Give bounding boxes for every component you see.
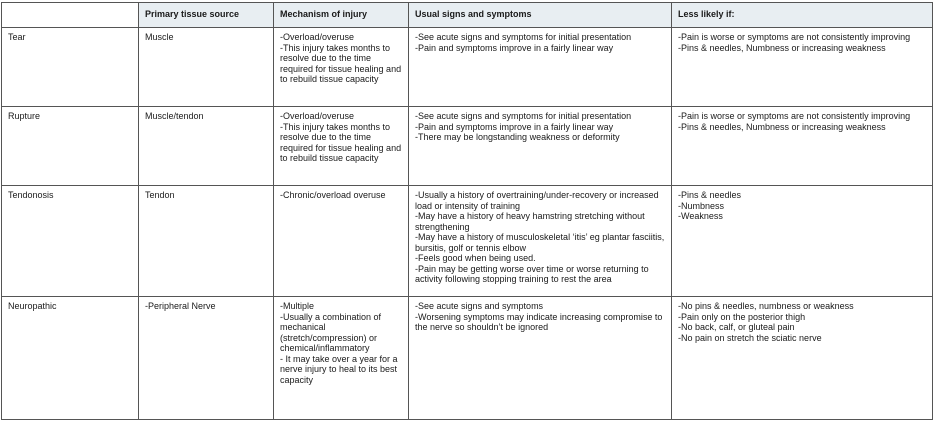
cell-line: -Pain only on the posterior thigh bbox=[678, 311, 806, 322]
header-signs: Usual signs and symptoms bbox=[409, 3, 672, 28]
cell-line: -This injury takes months to resolve due to the time required for tissue healing and to rebuild tissue capacity bbox=[280, 42, 404, 84]
signs-cell bbox=[409, 186, 672, 297]
cell-line: -There may be longstanding weakness or deformity bbox=[415, 132, 620, 142]
tissue-source-cell bbox=[139, 107, 274, 186]
cell-line: Tendon bbox=[145, 190, 175, 200]
less-likely-cell bbox=[672, 186, 933, 297]
injury-type-cell: Tendonosis bbox=[2, 186, 139, 297]
cell-line: -Usually a history of overtraining/under-recovery or increased load or intensity of training bbox=[415, 190, 662, 211]
header-less-likely: Less likely if: bbox=[672, 3, 933, 28]
cell-line: -Feels good when being used. bbox=[415, 253, 536, 263]
injury-type-cell: Rupture bbox=[2, 107, 139, 186]
cell-line: -No pins & needles, numbness or weakness bbox=[678, 301, 854, 311]
cell-line: -Multiple bbox=[280, 301, 315, 311]
header-mechanism: Mechanism of injury bbox=[274, 3, 409, 28]
less-likely-cell bbox=[672, 297, 933, 420]
cell-line: -Pain and symptoms improve in a fairly linear way bbox=[415, 121, 614, 132]
signs-cell bbox=[409, 28, 672, 107]
table-row bbox=[2, 297, 933, 420]
mechanism-cell bbox=[274, 107, 409, 186]
injury-type-cell: Neuropathic bbox=[2, 297, 139, 420]
cell-line: -Overload/overuse bbox=[280, 32, 355, 42]
cell-line: -Usually a combination of mechanical (stretch/compression) or chemical/inflammatory bbox=[280, 311, 384, 353]
cell-line: -Pins & needles, Numbness or increasing weakness bbox=[678, 42, 886, 53]
cell-line: -Worsening symptoms may indicate increasing compromise to the nerve so shouldn’t be ignored bbox=[415, 311, 665, 332]
mechanism-cell bbox=[274, 297, 409, 420]
less-likely-cell bbox=[672, 28, 933, 107]
less-likely-cell bbox=[672, 107, 933, 186]
cell-line: -Pain and symptoms improve in a fairly linear way bbox=[415, 42, 614, 53]
cell-line: Muscle bbox=[145, 32, 174, 42]
signs-cell bbox=[409, 297, 672, 420]
cell-line: -Pain is worse or symptoms are not consistently improving bbox=[678, 32, 911, 42]
injury-comparison-table bbox=[1, 2, 933, 420]
cell-line: Muscle/tendon bbox=[145, 111, 204, 121]
cell-line: -Weakness bbox=[678, 211, 723, 221]
cell-line: -Chronic/overload overuse bbox=[280, 190, 386, 200]
cell-line: -Pain is worse or symptoms are not consistently improving bbox=[678, 111, 911, 121]
tissue-source-cell bbox=[139, 28, 274, 107]
cell-line: -See acute signs and symptoms for initial presentation bbox=[415, 111, 632, 121]
cell-line: -Peripheral Nerve bbox=[145, 301, 216, 311]
cell-line: -No pain on stretch the sciatic nerve bbox=[678, 332, 822, 343]
table-row bbox=[2, 107, 933, 186]
cell-line: -Pins & needles bbox=[678, 190, 742, 200]
cell-line: -This injury takes months to resolve due to the time required for tissue healing and to rebuild tissue capacity bbox=[280, 121, 404, 163]
mechanism-cell bbox=[274, 28, 409, 107]
signs-cell bbox=[409, 107, 672, 186]
cell-line: -Pain may be getting worse over time or worse returning to activity following stopping training to rest the area bbox=[415, 263, 652, 284]
tissue-source-cell bbox=[139, 186, 274, 297]
cell-line: -No back, calf, or gluteal pain bbox=[678, 322, 795, 332]
cell-line: -May have a history of heavy hamstring stretching without strengthening bbox=[415, 211, 648, 232]
mechanism-cell bbox=[274, 186, 409, 297]
cell-line: - It may take over a year for a nerve injury to heal to its best capacity bbox=[280, 353, 401, 385]
header-blank bbox=[2, 3, 139, 28]
cell-line: -See acute signs and symptoms for initial presentation bbox=[415, 32, 632, 42]
cell-line: -Numbness bbox=[678, 200, 725, 211]
cell-line: -Overload/overuse bbox=[280, 111, 355, 121]
table-row bbox=[2, 186, 933, 297]
cell-line: -See acute signs and symptoms bbox=[415, 301, 544, 311]
header-tissue-source: Primary tissue source bbox=[139, 3, 274, 28]
table-row bbox=[2, 28, 933, 107]
cell-line: -Pins & needles, Numbness or increasing weakness bbox=[678, 121, 886, 132]
cell-line: -May have a history of musculoskeletal ‘itis’ eg plantar fasciitis, bursitis, golf or tennis elbow bbox=[415, 232, 667, 253]
tissue-source-cell bbox=[139, 297, 274, 420]
injury-type-cell: Tear bbox=[2, 28, 139, 107]
table-header-row bbox=[2, 3, 933, 28]
